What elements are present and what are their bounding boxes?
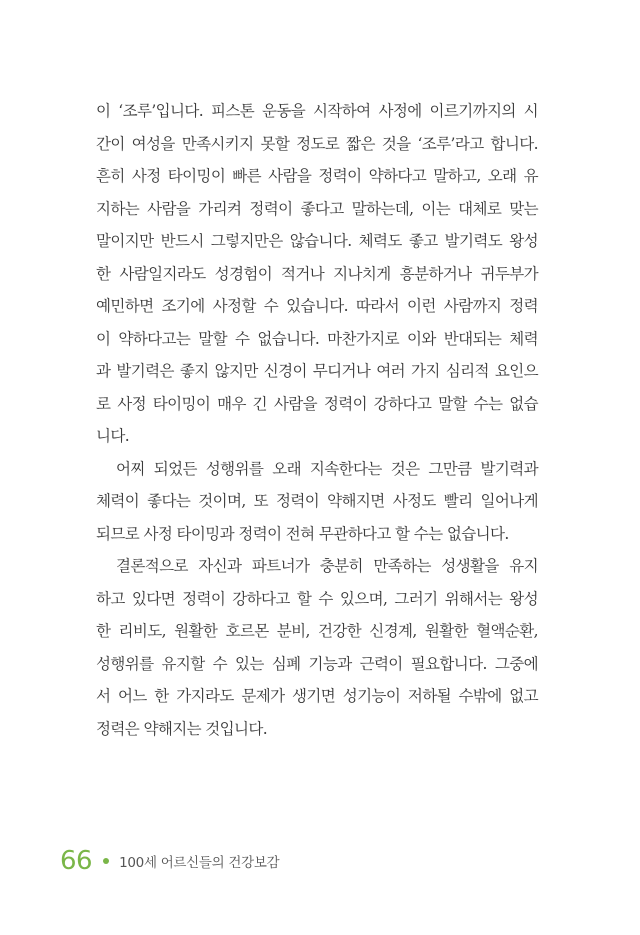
paragraph-3	[96, 550, 538, 745]
text-line: 니다.	[96, 427, 130, 445]
text-line: 체력이 좋다는 것이며, 또 정력이 약해지면 사정도 빨리 일어나게	[96, 492, 538, 510]
text-line: 하고 있다면 정력이 강하다고 할 수 있으며, 그러기 위해서는 왕성	[96, 589, 538, 608]
page-number: 66	[60, 846, 93, 876]
text-line: 서 어느 한 가지라도 문제가 생기면 성기능이 저하될 수밖에 없고	[96, 687, 538, 705]
text-line: 이 ‘조루’입니다. 피스톤 운동을 시작하여 사정에 이르기까지의 시	[96, 102, 538, 120]
text-line: 로 사정 타이밍이 매우 긴 사람을 정력이 강하다고 말할 수는 없습	[96, 394, 538, 413]
text-line: 어찌 되었든 성행위를 오래 지속한다는 것은 그만큼 발기력과	[116, 459, 538, 478]
body-text	[96, 95, 538, 745]
paragraph-1	[96, 95, 538, 453]
text-line: 정력은 약해지는 것입니다.	[96, 719, 268, 738]
text-line: 과 발기력은 좋지 않지만 신경이 무디거나 여러 가지 심리적 요인으	[96, 362, 538, 380]
text-line: 이 약하다고는 말할 수 없습니다. 마찬가지로 이와 반대되는 체력	[96, 329, 538, 348]
running-book-title: 100세 어르신들의 건강보감	[119, 855, 280, 871]
text-line: 되므로 사정 타이밍과 정력이 전혀 무관하다고 할 수는 없습니다.	[96, 524, 509, 543]
text-line: 말이지만 반드시 그렇지만은 않습니다. 체력도 좋고 발기력도 왕성	[96, 232, 538, 250]
text-line: 흔히 사정 타이밍이 빠른 사람을 정력이 약하다고 말하고, 오래 유	[96, 167, 538, 185]
page-footer	[60, 843, 279, 879]
text-line: 간이 여성을 만족시키지 못할 정도로 짧은 것을 ‘조루’라고 합니다.	[96, 134, 538, 153]
text-line: 한 리비도, 원활한 호르몬 분비, 건강한 신경계, 원활한 혈액순환,	[96, 622, 538, 640]
text-line: 결론적으로 자신과 파트너가 충분히 만족하는 성생활을 유지	[116, 557, 538, 575]
paragraph-2	[96, 453, 538, 551]
text-line: 한 사람일지라도 성경험이 적거나 지나치게 흥분하거나 귀두부가	[96, 264, 538, 283]
text-line: 지하는 사람을 가리켜 정력이 좋다고 말하는데, 이는 대체로 맞는	[96, 199, 538, 218]
text-line: 성행위를 유지할 수 있는 심폐 기능과 근력이 필요합니다. 그중에	[96, 654, 538, 673]
bullet-dot-icon	[103, 858, 109, 864]
text-line: 예민하면 조기에 사정할 수 있습니다. 따라서 이런 사람까지 정력	[96, 297, 538, 315]
